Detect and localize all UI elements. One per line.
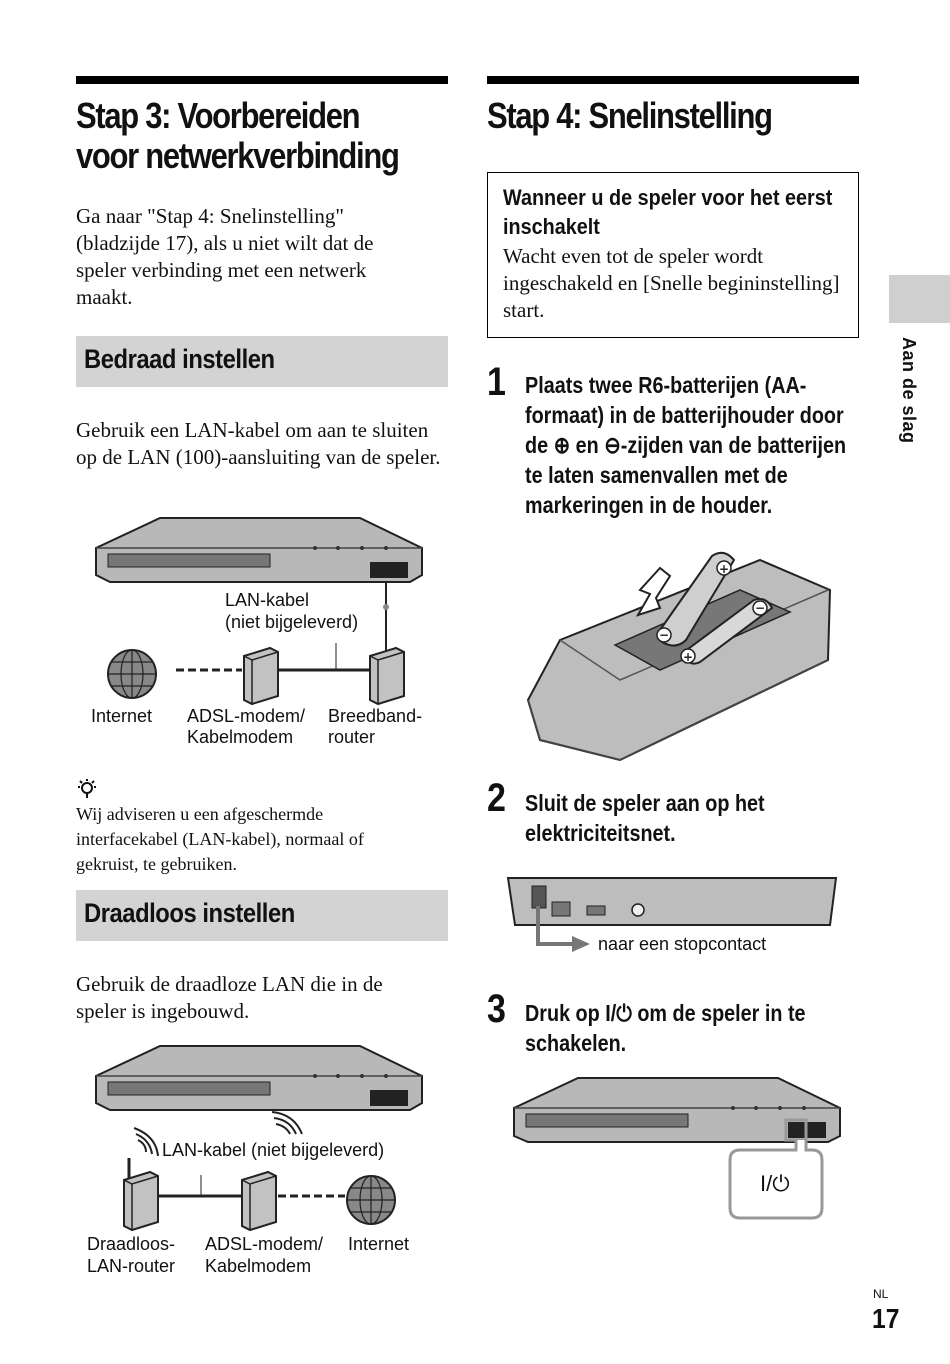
- wired-cable-label-2: (niet bijgeleverd): [225, 612, 359, 632]
- wired-label-internet: Internet: [91, 706, 153, 726]
- wired-label-router-2: router: [328, 727, 376, 747]
- power-button-label: I/⏻: [760, 1171, 790, 1196]
- step1-number: 1: [487, 360, 506, 404]
- svg-text:−: −: [754, 601, 766, 615]
- section-wireless-title: Draadloos instellen: [84, 898, 295, 928]
- wired-label-modem-1: ADSL-modem/: [187, 706, 306, 726]
- svg-text:+: +: [718, 562, 730, 576]
- chapter-tab-label: Aan de slag: [899, 337, 919, 444]
- step3-text: Druk op I/⏻ om de speler in te schakelen.: [525, 1000, 806, 1056]
- wireless-label-router-1: Draadloos-: [87, 1234, 176, 1254]
- wireless-label-modem-2: Kabelmodem: [205, 1256, 312, 1276]
- page-language: NL: [873, 1287, 889, 1301]
- heading-step3-line1: Stap 3: Voorbereiden: [76, 95, 360, 136]
- wired-label-router-1: Breedband-: [328, 706, 423, 726]
- page-number: 17: [872, 1303, 900, 1334]
- svg-text:−: −: [658, 628, 670, 642]
- chapter-tab: [889, 275, 950, 323]
- tip-paragraph: Wij adviseren u een afgeschermde interfacekabel (LAN-kabel), normaal of gekruist, te gebruiken.: [76, 804, 364, 874]
- step2-text: Sluit de speler aan op het elektriciteitsnet.: [525, 790, 765, 846]
- wireless-cable-label: LAN-kabel (niet bijgeleverd): [162, 1140, 385, 1160]
- note-title: Wanneer u de speler voor het eerst inschakelt: [503, 185, 833, 239]
- step2-number: 2: [487, 776, 506, 820]
- step3-number: 3: [487, 987, 506, 1031]
- wired-cable-label-1: LAN-kabel: [225, 590, 310, 610]
- note-body: Wacht even tot de speler wordt ingeschakeld en [Snelle begininstelling] start.: [503, 244, 840, 322]
- wireless-paragraph: Gebruik de draadloze LAN die in de speler is ingebouwd.: [76, 972, 383, 1023]
- heading-step3-line2: voor netwerkverbinding: [76, 135, 399, 176]
- wired-paragraph: Gebruik een LAN-kabel om aan te sluiten op de LAN (100)-aansluiting van de speler.: [76, 418, 441, 469]
- intro-paragraph: Ga naar "Stap 4: Snelinstelling" (bladzijde 17), als u niet wilt dat de speler verbinding met een netwerk maakt.: [76, 204, 374, 309]
- wireless-label-router-2: LAN-router: [87, 1256, 176, 1276]
- heading-step4: Stap 4: Snelinstelling: [487, 95, 772, 136]
- section-wired-title: Bedraad instellen: [84, 344, 275, 374]
- step1-text: Plaats twee R6-batterijen (AA-formaat) in de batterijhouder door de ⊕ en ⊖-zijden van de batterijen te laten samenvallen met de markeringen in de houder.: [525, 372, 847, 518]
- svg-text:+: +: [682, 650, 694, 664]
- wireless-label-internet: Internet: [348, 1234, 410, 1254]
- wired-label-modem-2: Kabelmodem: [187, 727, 294, 747]
- wireless-label-modem-1: ADSL-modem/: [205, 1234, 324, 1254]
- outlet-label: naar een stopcontact: [598, 934, 767, 954]
